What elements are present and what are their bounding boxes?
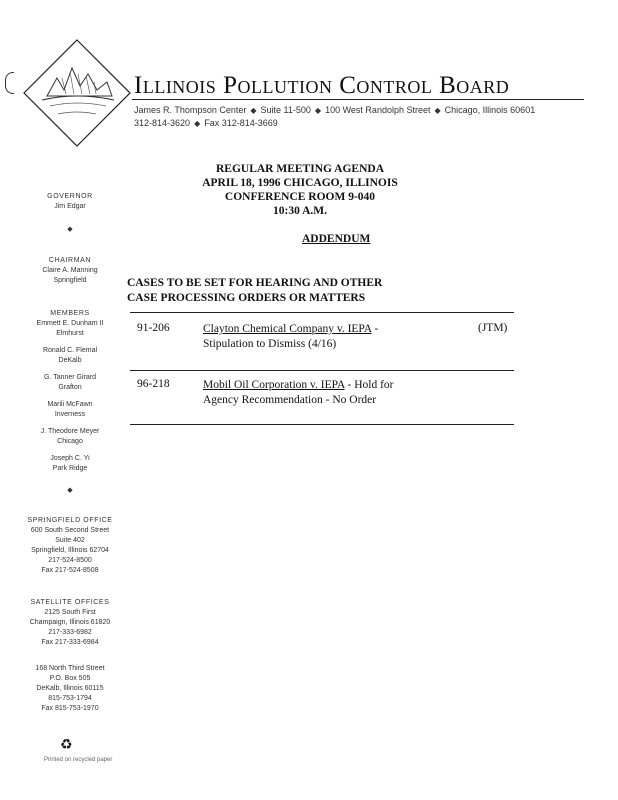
board-fax: Fax 312-814-3669: [204, 118, 278, 128]
diamond-icon: ◆: [194, 119, 201, 128]
satellite-office-block: [20, 598, 120, 648]
agenda-heading: [130, 162, 470, 218]
member-block: [20, 346, 120, 366]
divider: [130, 370, 514, 371]
springfield-heading: SPRINGFIELD OFFICE: [27, 517, 113, 524]
chairman-heading: CHAIRMAN: [48, 257, 92, 264]
member-block: [20, 454, 120, 474]
governor-name: Jim Edgar: [54, 203, 86, 210]
case-number: 96-218: [137, 378, 170, 390]
divider: [130, 312, 514, 313]
members-block: [20, 309, 120, 339]
board-phone: 312-814-3620: [134, 118, 191, 128]
office-line: Champaign, Illinois 61820: [29, 619, 111, 626]
office-line: Fax 815-753-1970: [41, 705, 99, 712]
section-heading-line: CASE PROCESSING ORDERS OR MATTERS: [127, 292, 366, 304]
governor-heading: GOVERNOR: [47, 193, 93, 200]
chairman-block: [20, 256, 120, 286]
office-line: 217-333-6982: [48, 629, 92, 636]
chairman-name: Claire A. Manning: [42, 267, 98, 274]
case-title-suffix: - Hold for: [344, 379, 394, 391]
divider: [130, 424, 514, 425]
member-name: J. Theodore Meyer: [40, 428, 100, 435]
address-part: Suite 11-500: [260, 105, 311, 115]
office-line: 2125 South First: [44, 609, 96, 616]
logo-bracket: [5, 72, 14, 94]
governor-block: [20, 192, 120, 212]
chairman-city: Springfield: [53, 277, 87, 284]
member-name: Marili McFawn: [47, 401, 93, 408]
member-city: DeKalb: [58, 357, 82, 364]
springfield-office-block: [20, 516, 120, 576]
office-line: DeKalb, Illinois 60115: [36, 685, 104, 692]
office-line: 217-524-8500: [48, 557, 92, 564]
address-part: James R. Thompson Center: [134, 105, 247, 115]
office-line: Suite 402: [55, 537, 85, 544]
case-number: 91-206: [137, 322, 170, 334]
case-detail: Agency Recommendation - No Order: [203, 394, 377, 406]
agenda-heading-line: APRIL 18, 1996 CHICAGO, ILLINOIS: [202, 177, 398, 189]
addendum-title: ADDENDUM: [302, 233, 371, 245]
case-entry: [203, 322, 423, 352]
diamond-icon: ◆: [314, 106, 322, 115]
address-part: 100 West Randolph Street: [325, 105, 431, 115]
case-note: (JTM): [478, 322, 508, 334]
address-part: Chicago, Illinois 60601: [444, 105, 536, 115]
board-name: Illinois Pollution Control Board: [134, 72, 510, 99]
case-title-suffix: -: [371, 323, 379, 335]
member-name: Joseph C. Yi: [50, 455, 90, 462]
agenda-heading-line: REGULAR MEETING AGENDA: [215, 163, 385, 175]
member-name: Ronald C. Flemal: [42, 347, 98, 354]
diamond-icon: ◆: [250, 106, 257, 115]
office-line: 815-753-1794: [48, 695, 92, 702]
member-block: [20, 373, 120, 393]
diamond-icon: ◆: [434, 106, 441, 115]
member-city: Inverness: [54, 411, 86, 418]
member-block: [20, 427, 120, 447]
member-name: Emmett E. Dunham II: [36, 320, 104, 327]
members-heading: MEMBERS: [50, 310, 90, 317]
recycle-icon: ♻: [60, 738, 73, 753]
board-address: [134, 104, 535, 130]
case-entry: [203, 378, 423, 408]
member-city: Elmhurst: [56, 330, 84, 337]
recycled-paper-note: Printed on recycled paper: [44, 757, 113, 763]
office-line: Fax 217-524-8508: [41, 567, 99, 574]
case-title: Mobil Oil Corporation v. IEPA: [203, 379, 345, 391]
member-city: Park Ridge: [52, 465, 88, 472]
member-city: Chicago: [57, 438, 83, 445]
case-detail: Stipulation to Dismiss (4/16): [203, 338, 337, 350]
office-line: P.O. Box 505: [49, 675, 91, 682]
office-line: Springfield, Illinois 62704: [31, 547, 109, 554]
satellite-office-block: [20, 664, 120, 714]
member-block: [20, 400, 120, 420]
office-line: 600 South Second Street: [30, 527, 110, 534]
office-line: Fax 217-333-6984: [41, 639, 99, 646]
header-rule: [132, 99, 584, 100]
member-city: Grafton: [58, 384, 82, 391]
satellite-heading: SATELLITE OFFICES: [30, 599, 110, 606]
office-line: 168 North Third Street: [35, 665, 105, 672]
section-heading: [127, 276, 427, 306]
diamond-icon: ◆: [67, 226, 73, 233]
section-heading-line: CASES TO BE SET FOR HEARING AND OTHER: [127, 277, 383, 289]
case-title: Clayton Chemical Company v. IEPA: [203, 323, 372, 335]
agenda-heading-line: CONFERENCE ROOM 9-040: [224, 191, 376, 203]
agenda-heading-line: 10:30 A.M.: [273, 205, 327, 217]
board-logo: [22, 38, 132, 148]
diamond-icon: ◆: [67, 487, 73, 494]
member-name: G. Tanner Girard: [43, 374, 96, 381]
